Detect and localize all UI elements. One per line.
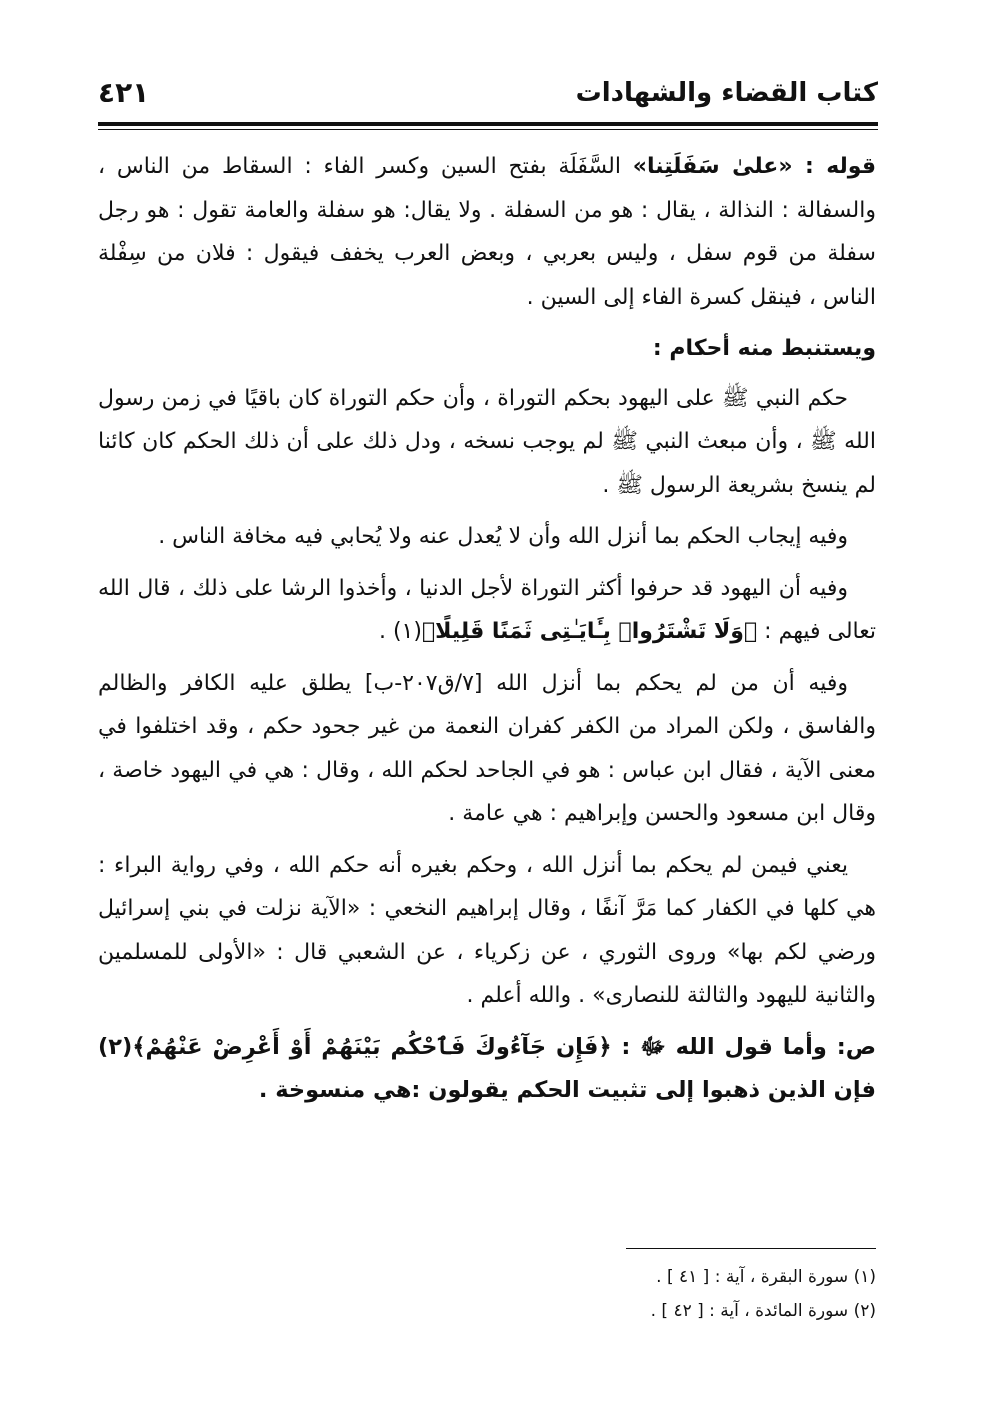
paragraph-6: يعني فيمن لم يحكم بما أنزل الله ، وحكم بغيره أنه حكم الله ، وفي رواية البراء : هي كلها في الكفار كما مَرَّ آنفًا ، وقال إبراهيم النخعي : «الآية نزلت في بني إسرائيل ورضي لكم بها» وروى الثوري ، عن زكرياء ، عن الشعبي قال : «الأولى للمسلمين والثانية لليهود والثالثة للنصارى» . والله أعلم . — [98, 852, 876, 1008]
paragraph-1-text: السَّفَلَة بفتح السين وكسر الفاء : السقاط من الناس ، والسفالة : النذالة ، يقال : هو من السفلة . ولا يقال: هو سفلة والعامة تقول : هو رجل سفلة من قوم سفل ، وليس بعربي ، وبعض العرب يخفف فيقول : فلان من سِفْلة الناس ، فينقل كسرة الفاء إلى السين . — [98, 154, 876, 310]
paragraph-4 — [98, 567, 876, 654]
footnote-1: (١) سورة البقرة ، آية : [ ٤١ ] . — [656, 1267, 876, 1287]
running-head: كتاب القضاء والشهادات — [575, 78, 878, 108]
quran-quote-2: ﴿فَإِن جَآءُوكَ فَٱحْكُم بَيْنَهُمْ أَوْ أَعْرِضْ عَنْهُمْ﴾ — [132, 1033, 612, 1060]
main-text — [98, 145, 876, 1121]
page-header — [98, 72, 878, 120]
footnotes — [98, 1260, 876, 1328]
paragraph-7 — [98, 1026, 876, 1113]
header-rule-thin — [98, 129, 878, 130]
paragraph-5: وفيه أن من لم يحكم بما أنزل الله [٧/ق٢٠٧-ب] يطلق عليه الكافر والظالم والفاسق ، ولكن المراد من الكفر كفران النعمة من غير جحود حكم ، وقد اختلفوا في معنى الآية ، فقال ابن عباس : هو في الجاحد لحكم الله ، وقال : هي في اليهود خاصة ، وقال ابن مسعود والحسن وإبراهيم : هي عامة . — [98, 670, 876, 826]
footnote-2: (٢) سورة المائدة ، آية : [ ٤٢ ] . — [650, 1301, 876, 1321]
page-number: ٤٢١ — [98, 76, 150, 109]
paragraph-1 — [98, 145, 876, 319]
paragraph-2: حكم النبي ﷺ على اليهود بحكم التوراة ، وأن حكم التوراة كان باقيًا في زمن رسول الله ﷺ ، وأن مبعث النبي ﷺ لم يوجب نسخه ، ودل ذلك على أن ذلك الحكم كان كائنا لم ينسخ بشريعة الرسول ﷺ . — [98, 385, 876, 498]
paragraph-1-lead: قوله : «علىٰ سَفَلَتِنا» — [632, 154, 877, 179]
quran-quote-1: ﴿وَلَا تَشْتَرُوا۟ بِـَٔايَـٰتِى ثَمَنًا قَلِيلًا﴾ — [421, 619, 758, 644]
paragraph-7-rest: فإن الذين ذهبوا إلى تثبيت الحكم يقولون :هي منسوخة . — [258, 1077, 876, 1103]
paragraph-4-text: وفيه أن اليهود قد حرفوا أكثر التوراة لأجل الدنيا ، وأخذوا الرشا على ذلك ، قال الله تعالى فيهم : — [98, 575, 876, 644]
paragraph-3: وفيه إيجاب الحكم بما أنزل الله وأن لا يُعدل عنه ولا يُحابي فيه مخافة الناس . — [158, 524, 848, 549]
header-rule-thick — [98, 122, 878, 126]
section-heading: ويستنبط منه أحكام : — [652, 336, 876, 361]
paragraph-7-text: ص: وأما قول الله ﷻ : — [611, 1033, 876, 1060]
footnote-separator — [626, 1248, 876, 1249]
footnote-ref-1: (١) . — [378, 619, 422, 644]
footnote-ref-2: (٢) — [98, 1033, 133, 1060]
